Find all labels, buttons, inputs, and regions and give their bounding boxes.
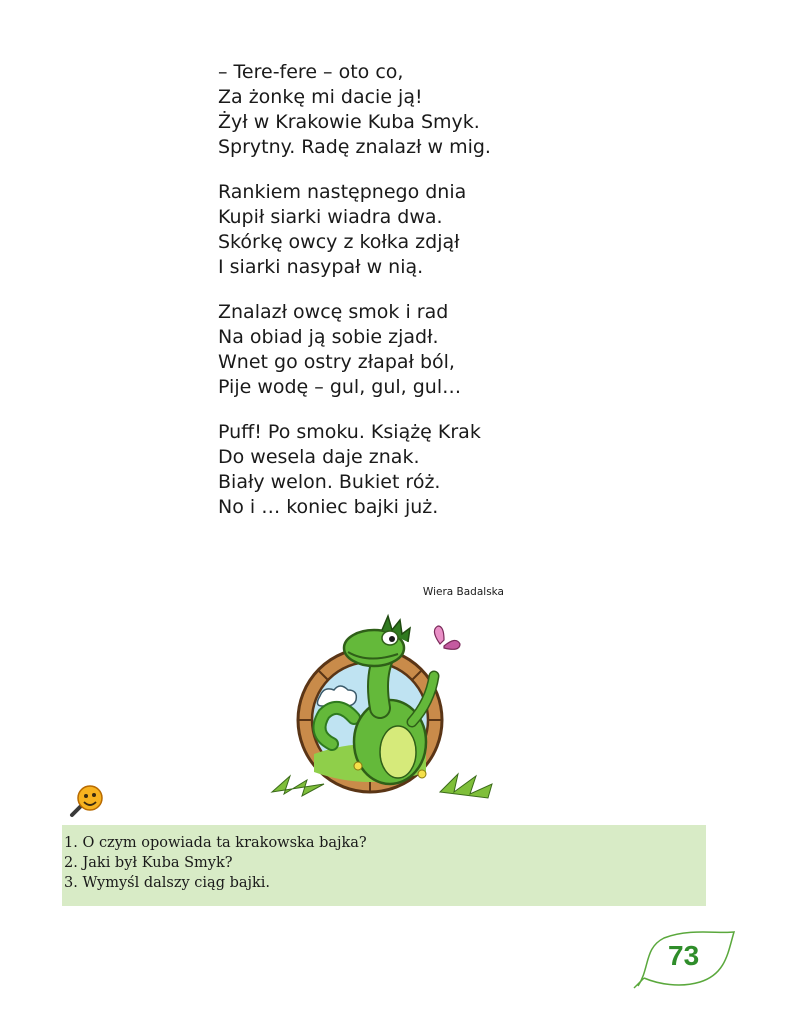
poem-line: Rankiem następnego dnia [218,181,467,203]
poem-line: Kupił siarki wiadra dwa. [218,206,443,228]
poem-line: Puff! Po smoku. Książę Krak [218,421,481,443]
question-item: 3. Wymyśl dalszy ciąg bajki. [64,875,271,891]
poem-line: Skórkę owcy z kołka zdjął [218,231,460,253]
stanza-1 [218,60,558,160]
stanza-4 [218,420,558,520]
poem-line: I siarki nasypał w nią. [218,256,424,278]
poem-line: Pije wodę – gul, gul, gul… [218,376,462,398]
poem-line: Wnet go ostry złapał ból, [218,351,455,373]
poem-line: Do wesela daje znak. [218,446,420,468]
poem-line: Na obiad ją sobie zjadł. [218,326,439,348]
poem-line: – Tere-fere – oto co, [218,61,404,83]
questions-box [62,825,706,906]
dragon-illustration [262,604,502,800]
page-number: 73 [668,940,700,971]
poem [218,60,558,540]
poem-line: Znalazł owcę smok i rad [218,301,449,323]
microphone-smiley-icon [68,783,106,819]
stanza-2 [218,180,558,280]
question-item: 2. Jaki był Kuba Smyk? [64,855,233,871]
poem-line: No i … koniec bajki już. [218,496,439,518]
poem-line: Sprytny. Radę znalazł w mig. [218,136,491,158]
page-number-badge [630,928,740,990]
poem-line: Biały welon. Bukiet róż. [218,471,441,493]
poem-author: Wiera Badalska [422,586,504,598]
stanza-3 [218,300,558,400]
poem-line: Żył w Krakowie Kuba Smyk. [218,111,480,133]
poem-line: Za żonkę mi dacie ją! [218,86,423,108]
question-item: 1. O czym opowiada ta krakowska bajka? [64,835,367,851]
